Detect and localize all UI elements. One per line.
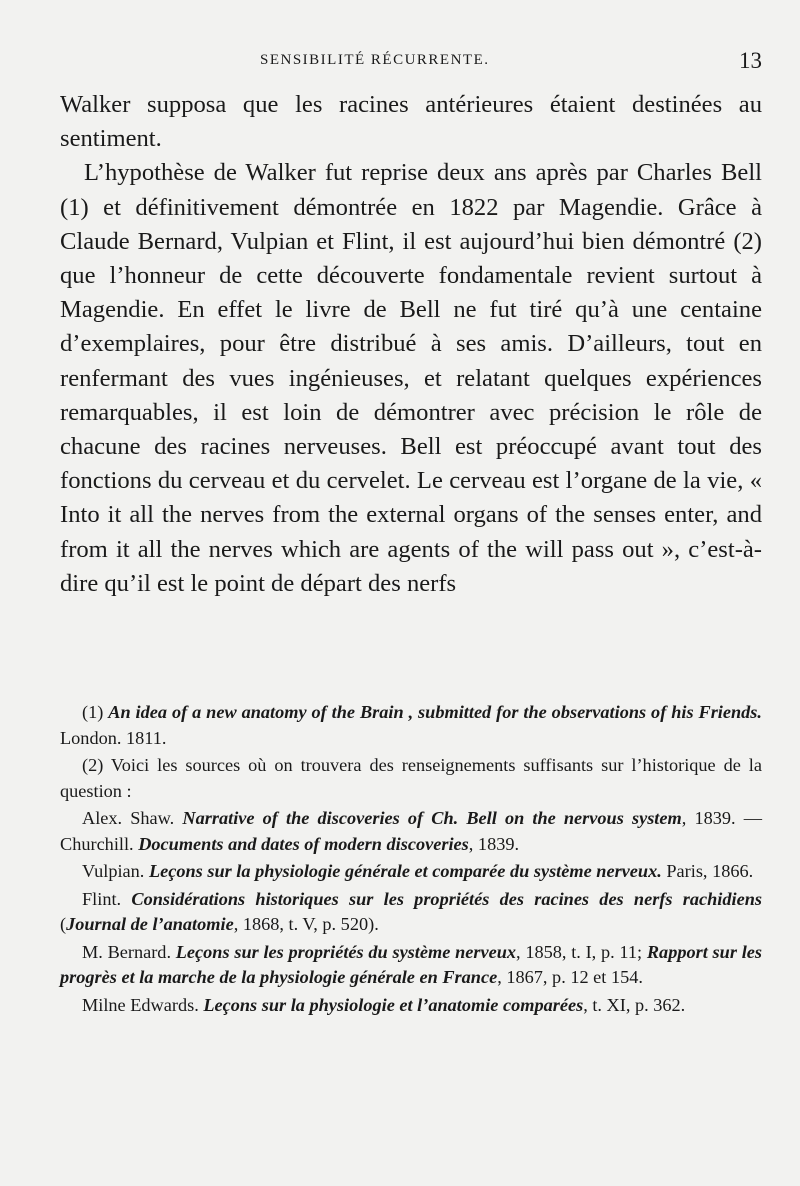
reference-flint: Flint. Considérations historiques sur les propriétés des racines des nerfs rachidiens (Journal de l’anatomie, 1868, t. V, p. 520). xyxy=(60,888,762,934)
footnotes xyxy=(60,700,762,1018)
running-head: SENSIBILITÉ RÉCURRENTE. xyxy=(260,52,490,68)
page-number: 13 xyxy=(739,48,762,73)
reference-milne-edwards: Milne Edwards. Leçons sur la physiologie et l’anatomie comparées, t. XI, p. 362. xyxy=(82,994,686,1015)
paragraph: L’hypothèse de Walker fut reprise deux ans après par Charles Bell (1) et définitivement démontrée en 1822 par Magendie. Grâce à Claude Bernard, Vulpian et Flint, il est aujourd’hui bien démontré (2) que l’honneur de cette découverte fondamentale revient surtout à Magendie. En effet le livre de Bell ne fut tiré qu’à une centaine d’exemplaires, pour être distribué à ses amis. D’ailleurs, tout en renfermant des vues ingénieuses, et relatant quelques expériences remarquables, il est loin de démontrer avec précision le rôle de chacune des racines nerveuses. Bell est préoccupé avant tout des fonctions du cerveau et du cervelet. Le cerveau est l’organe de la vie, « Into it all the nerves from the external organs of the senses enter, and from it all the nerves which are agents of the will pass out », c’est-à-dire qu’il est le point de départ des nerfs xyxy=(60,159,762,597)
reference-bernard: M. Bernard. Leçons sur les propriétés du système nerveux, 1858, t. I, p. 11; Rapport sur les progrès et la marche de la physiologie générale en France, 1867, p. 12 et 154. xyxy=(60,941,762,987)
reference-shaw: Alex. Shaw. Narrative of the discoveries of Ch. Bell on the nervous system, 1839. — Churchill. Documents and dates of modern discoveries, 1839. xyxy=(60,808,762,854)
reference-vulpian: Vulpian. Leçons sur la physiologie générale et comparée du système nerveux. Paris, 1866. xyxy=(82,861,754,881)
page-header xyxy=(60,48,762,78)
footnote-2: (2) Voici les sources où on trouvera des renseignements suffisants sur l’historique de la question : xyxy=(60,755,762,801)
footnote-1: (1) An idea of a new anatomy of the Brain , submitted for the observations of his Friends. London. 1811. xyxy=(60,702,762,748)
paragraph: Walker supposa que les racines antérieures étaient destinées au sentiment. xyxy=(60,91,762,153)
main-text xyxy=(60,88,762,601)
